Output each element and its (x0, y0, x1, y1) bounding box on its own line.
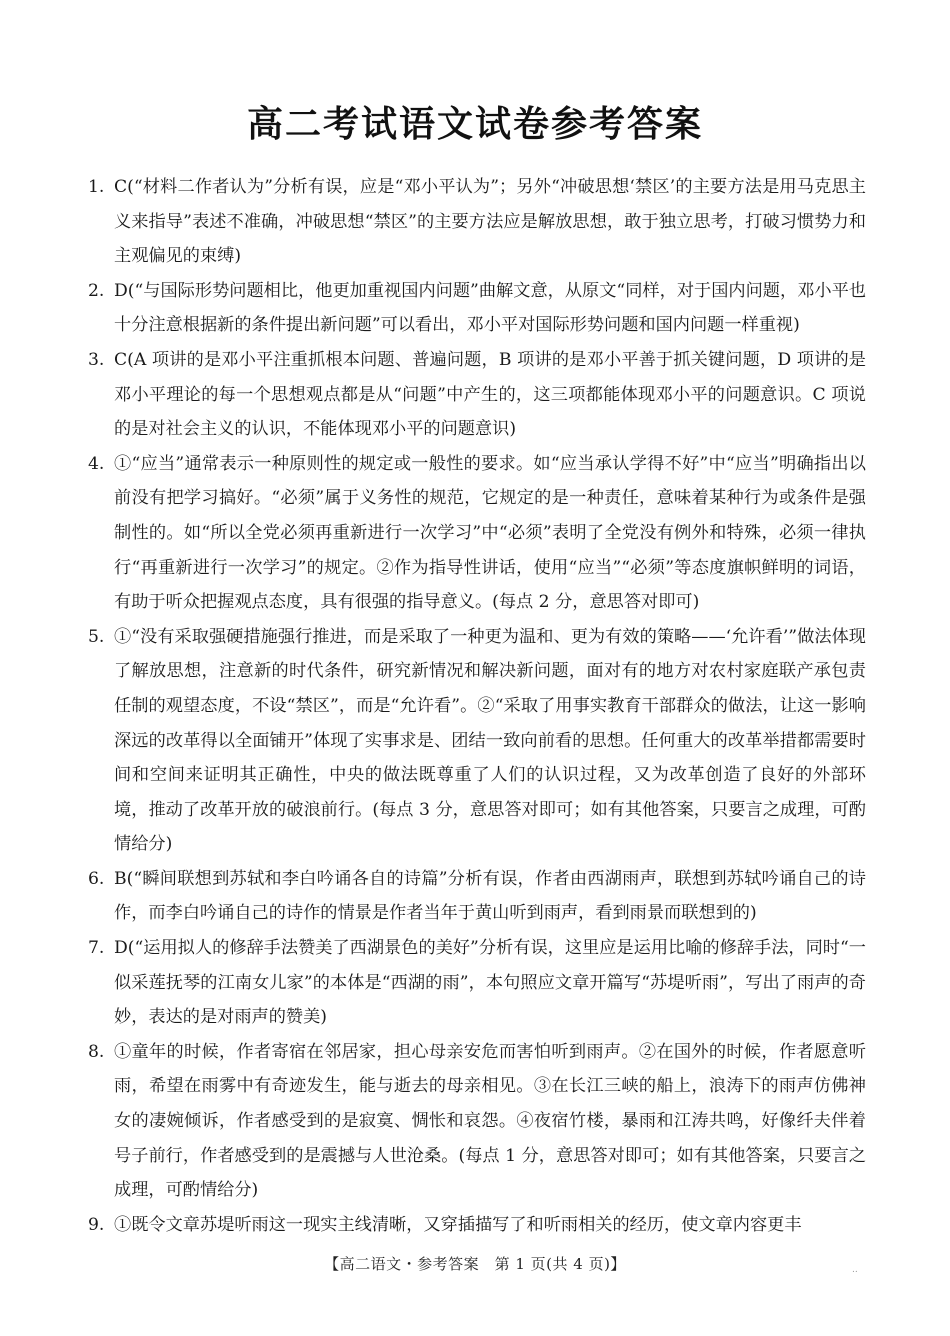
answer-item (88, 620, 866, 862)
item-number: 1. (88, 177, 105, 197)
answer-list (88, 170, 866, 1242)
item-text: C(“材料二作者认为”分析有误，应是“邓小平认为”；另外“冲破思想‘禁区’的主要方法是用马克思主义来指导”表述不准确，冲破思想“禁区”的主要方法应是解放思想，敢于独立思考，打破习惯势力和主观偏见的束缚) (114, 177, 866, 267)
item-text: D(“运用拟人的修辞手法赞美了西湖景色的美好”分析有误，这里应是运用比喻的修辞手法，同时“一似采莲抚琴的江南女儿家”的本体是“西湖的雨”，本句照应文章开篇写“苏堤听雨”，写出了雨声的奇妙，表达的是对雨声的赞美) (114, 938, 866, 1028)
item-text: ①“应当”通常表示一种原则性的规定或一般性的要求。如“应当承认学得不好”中“应当”明确指出以前没有把学习搞好。“必须”属于义务性的规范，它规定的是一种责任，意味着某种行为或条件是强制性的。如“所以全党必须再重新进行一次学习”中“必须”表明了全党没有例外和特殊，必须一律执行“再重新进行一次学习”的规定。②作为指导性讲话，使用“应当”“必须”等态度旗帜鲜明的词语，有助于听众把握观点态度，具有很强的指导意义。(每点 2 分，意思答对即可) (114, 453, 866, 613)
answer-item (88, 1035, 866, 1208)
answer-item (88, 343, 866, 447)
answer-item (88, 862, 866, 931)
item-text: ①童年的时候，作者寄宿在邻居家，担心母亲安危而害怕听到雨声。②在国外的时候，作者愿意听雨，希望在雨雾中有奇迹发生，能与逝去的母亲相见。③在长江三峡的船上，浪涛下的雨声仿佛神女的凄婉倾诉，作者感受到的是寂寞、惆怅和哀怨。④夜宿竹楼，暴雨和江涛共鸣，好像纤夫伴着号子前行，作者感受到的是震撼与人世沧桑。(每点 1 分，意思答对即可；如有其他答案，只要言之成理，可酌情给分) (114, 1041, 866, 1201)
answer-item (88, 447, 866, 620)
answer-item (88, 274, 866, 343)
item-number: 6. (88, 868, 105, 889)
item-text: ①既令文章苏堤听雨这一现实主线清晰，又穿插描写了和听雨相关的经历，使文章内容更丰 (114, 1214, 802, 1235)
item-text: B(“瞬间联想到苏轼和李白吟诵各自的诗篇”分析有误，作者由西湖雨声，联想到苏轼吟诵自己的诗作，而李白吟诵自己的诗作的情景是作者当年于黄山听到雨声，看到雨景而联想到的) (114, 868, 866, 924)
corner-mark: .. (852, 1265, 858, 1275)
item-text: D(“与国际形势问题相比，他更加重视国内问题”曲解文意，从原文“同样，对于国内问题，邓小平也十分注意根据新的条件提出新问题”可以看出，邓小平对国际形势问题和国内问题一样重视) (114, 280, 866, 336)
page-title: 高二考试语文试卷参考答案 (246, 104, 703, 145)
item-number: 4. (88, 453, 105, 474)
answer-item (88, 170, 866, 274)
page-footer: 【高二语文・参考答案 第 1 页(共 4 页)】 (324, 1255, 626, 1273)
item-number: 7. (88, 938, 105, 959)
item-number: 2. (88, 280, 105, 301)
item-number: 9. (88, 1214, 105, 1235)
answer-item (88, 931, 866, 1035)
item-number: 3. (88, 349, 105, 370)
item-number: 5. (88, 626, 105, 647)
item-text: ①“没有采取强硬措施强行推进，而是采取了一种更为温和、更为有效的策略——‘允许看’”做法体现了解放思想，注意新的时代条件，研究新情况和解决新问题，面对有的地方对农村家庭联产承包责任制的观望态度，不设“禁区”，而是“允许看”。②“采取了用事实教育干部群众的做法，让这一影响深远的改革得以全面铺开”体现了实事求是、团结一致向前看的思想。任何重大的改革举措都需要时间和空间来证明其正确性，中央的做法既尊重了人们的认识过程，又为改革创造了良好的外部环境，推动了改革开放的破浪前行。(每点 3 分，意思答对即可；如有其他答案，只要言之成理，可酌情给分) (114, 626, 866, 855)
item-text: C(A 项讲的是邓小平注重抓根本问题、普遍问题，B 项讲的是邓小平善于抓关键问题，D 项讲的是邓小平理论的每一个思想观点都是从“问题”中产生的，这三项都能体现邓小平的问题意识。C 项说的是对社会主义的认识，不能体现邓小平的问题意识) (114, 349, 866, 440)
item-number: 8. (88, 1041, 105, 1062)
answer-item (88, 1208, 866, 1243)
